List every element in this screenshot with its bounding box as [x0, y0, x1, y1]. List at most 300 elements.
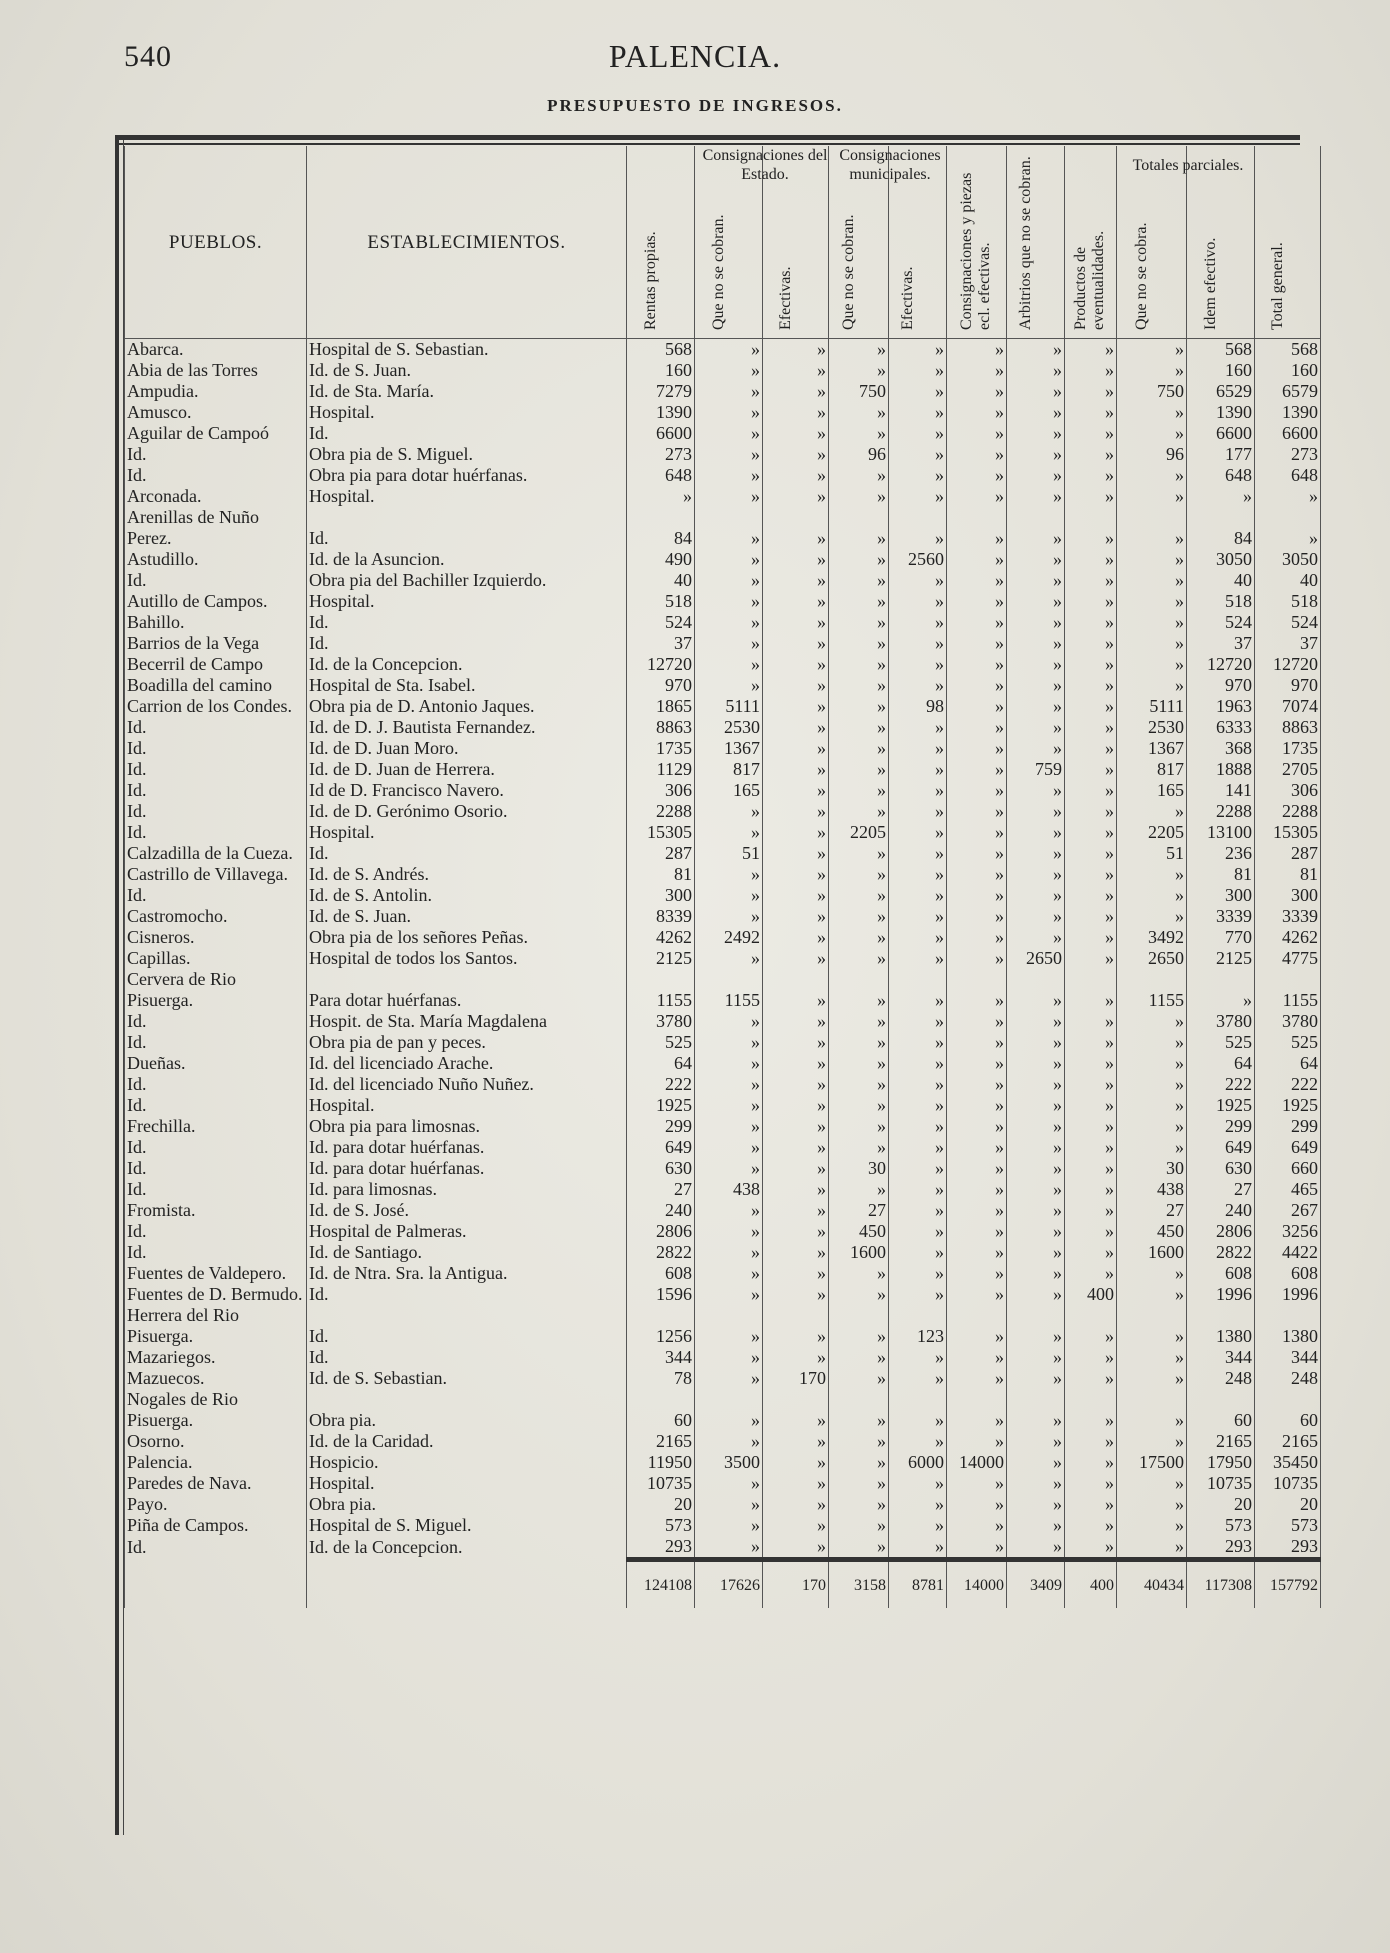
- table-row: [125, 1452, 1321, 1473]
- cell-value: »: [829, 1473, 889, 1494]
- cell-pueblo: Fuentes de Valdepero.: [125, 1263, 307, 1284]
- cell-value: »: [695, 906, 763, 927]
- cell-value: »: [1117, 339, 1187, 361]
- cell-value: »: [889, 948, 947, 969]
- cell-value: »: [763, 885, 829, 906]
- cell-pueblo: Osorno.: [125, 1431, 307, 1452]
- cell-value: 2822: [1187, 1242, 1255, 1263]
- cell-pueblo: Cisneros.: [125, 927, 307, 948]
- cell-value: »: [1117, 1389, 1187, 1431]
- cell-value: »: [829, 1263, 889, 1284]
- cell-value: 2205: [1117, 822, 1187, 843]
- cell-value: »: [947, 885, 1007, 906]
- cell-value: »: [695, 1305, 763, 1347]
- cell-value: 649: [1255, 1137, 1321, 1158]
- cell-pueblo: Palencia.: [125, 1452, 307, 1473]
- cell-value: »: [947, 549, 1007, 570]
- cell-value: »: [1065, 927, 1117, 948]
- cell-value: »: [1255, 486, 1321, 507]
- cell-value: »: [695, 1368, 763, 1389]
- cell-value: »: [627, 486, 695, 507]
- cell-value: »: [1007, 1032, 1065, 1053]
- cell-value: »: [947, 1515, 1007, 1536]
- cell-value: »: [829, 1452, 889, 1473]
- table-row: [125, 759, 1321, 780]
- cell-value: »: [1065, 969, 1117, 1011]
- cell-value: 1963: [1187, 696, 1255, 717]
- table-row: [125, 1179, 1321, 1200]
- cell-value: »: [1007, 1011, 1065, 1032]
- cell-value: »: [1065, 1158, 1117, 1179]
- table-row: [125, 801, 1321, 822]
- cell-establecimiento: Hospital.: [307, 486, 627, 507]
- cell-value: 525: [627, 1032, 695, 1053]
- cell-value: »: [1065, 906, 1117, 927]
- cell-value: »: [829, 612, 889, 633]
- table-row: [125, 675, 1321, 696]
- cell-pueblo: Astudillo.: [125, 549, 307, 570]
- cell-value: »: [1007, 927, 1065, 948]
- cell-value: »: [763, 1200, 829, 1221]
- cell-value: »: [763, 1179, 829, 1200]
- cell-value: 60: [1187, 1389, 1255, 1431]
- table-row: [125, 717, 1321, 738]
- cell-establecimiento: Hospital.: [307, 591, 627, 612]
- cell-value: »: [1007, 1116, 1065, 1137]
- cell-value: 630: [627, 1158, 695, 1179]
- cell-value: »: [695, 1221, 763, 1242]
- cell-value: »: [695, 654, 763, 675]
- cell-value: »: [1007, 969, 1065, 1011]
- cell-value: »: [763, 1053, 829, 1074]
- cell-value: »: [695, 591, 763, 612]
- cell-value: »: [829, 1515, 889, 1536]
- cell-value: »: [695, 1347, 763, 1368]
- cell-pueblo: Id.: [125, 570, 307, 591]
- total-cell: 3409: [1007, 1560, 1065, 1609]
- cell-value: »: [1007, 402, 1065, 423]
- cell-value: 81: [1255, 864, 1321, 885]
- cell-pueblo: Id.: [125, 759, 307, 780]
- cell-value: 970: [627, 675, 695, 696]
- cell-value: »: [889, 1389, 947, 1431]
- cell-pueblo: Id.: [125, 801, 307, 822]
- cell-pueblo: Fromista.: [125, 1200, 307, 1221]
- cell-value: »: [947, 1242, 1007, 1263]
- cell-value: 2806: [1187, 1221, 1255, 1242]
- table-row: [125, 1074, 1321, 1095]
- cell-establecimiento: Obra pia para dotar huérfanas.: [307, 465, 627, 486]
- cell-value: »: [695, 486, 763, 507]
- cell-value: 84: [1187, 507, 1255, 549]
- cell-establecimiento: Id. de la Asuncion.: [307, 549, 627, 570]
- cell-value: »: [1117, 423, 1187, 444]
- cell-value: »: [947, 801, 1007, 822]
- cell-value: »: [1065, 1347, 1117, 1368]
- cell-value: 300: [627, 885, 695, 906]
- cell-value: »: [889, 1116, 947, 1137]
- cell-value: »: [1065, 1431, 1117, 1452]
- cell-value: »: [763, 633, 829, 654]
- cell-value: »: [889, 1200, 947, 1221]
- col-header-consig-piezas: Consignaciones y piezas ecl. efectivas.: [947, 146, 1007, 339]
- cell-value: 240: [1187, 1200, 1255, 1221]
- cell-establecimiento: Id. de la Concepcion.: [307, 654, 627, 675]
- table-row: [125, 1536, 1321, 1560]
- cell-value: »: [1065, 1179, 1117, 1200]
- cell-value: »: [1117, 885, 1187, 906]
- cell-value: »: [1065, 486, 1117, 507]
- cell-establecimiento: Id. de D. Juan de Herrera.: [307, 759, 627, 780]
- cell-value: 817: [1117, 759, 1187, 780]
- cell-value: »: [1007, 360, 1065, 381]
- cell-pueblo: Id.: [125, 822, 307, 843]
- cell-value: 287: [627, 843, 695, 864]
- cell-value: »: [829, 843, 889, 864]
- cell-value: »: [829, 696, 889, 717]
- cell-value: 30: [829, 1158, 889, 1179]
- cell-pueblo: Abarca.: [125, 339, 307, 361]
- cell-pueblo: Cervera de Rio Pisuerga.: [125, 969, 307, 1011]
- table-row: [125, 402, 1321, 423]
- col-header-total: Total general.: [1255, 146, 1321, 339]
- cell-value: 438: [1117, 1179, 1187, 1200]
- cell-value: »: [1007, 1221, 1065, 1242]
- cell-establecimiento: Hospital de S. Sebastian.: [307, 339, 627, 361]
- group-header-estado: Consignaciones del Estado.: [702, 147, 828, 183]
- totals-row: [125, 1560, 1321, 1609]
- cell-pueblo: Arconada.: [125, 486, 307, 507]
- cell-value: »: [1117, 402, 1187, 423]
- cell-establecimiento: Hospital.: [307, 1095, 627, 1116]
- cell-establecimiento: Hospital de Palmeras.: [307, 1221, 627, 1242]
- cell-value: »: [1117, 1116, 1187, 1137]
- cell-value: 1155: [1117, 969, 1187, 1011]
- cell-value: »: [829, 801, 889, 822]
- cell-value: »: [947, 1305, 1007, 1347]
- total-cell: 14000: [947, 1560, 1007, 1609]
- cell-establecimiento: Obra pia de pan y peces.: [307, 1032, 627, 1053]
- cell-value: 306: [1255, 780, 1321, 801]
- page-title: PALENCIA.: [608, 38, 782, 74]
- cell-value: »: [889, 1032, 947, 1053]
- cell-value: »: [763, 444, 829, 465]
- cell-value: 2650: [1117, 948, 1187, 969]
- cell-value: »: [1007, 507, 1065, 549]
- cell-value: »: [763, 1242, 829, 1263]
- cell-value: »: [829, 570, 889, 591]
- cell-pueblo: Id.: [125, 1221, 307, 1242]
- cell-value: »: [763, 1032, 829, 1053]
- table-row: [125, 1053, 1321, 1074]
- cell-value: 2530: [695, 717, 763, 738]
- cell-value: »: [1007, 1200, 1065, 1221]
- table-row: [125, 339, 1321, 361]
- cell-establecimiento: Id. para dotar huérfanas.: [307, 1137, 627, 1158]
- cell-value: »: [763, 570, 829, 591]
- cell-pueblo: Dueñas.: [125, 1053, 307, 1074]
- cell-value: »: [695, 1473, 763, 1494]
- cell-value: 970: [1255, 675, 1321, 696]
- cell-value: 1925: [1255, 1095, 1321, 1116]
- cell-value: 2650: [1007, 948, 1065, 969]
- cell-value: »: [829, 969, 889, 1011]
- table-row: [125, 738, 1321, 759]
- cell-pueblo: Id.: [125, 738, 307, 759]
- col-header-establecimientos: ESTABLECIMIENTOS.: [307, 146, 627, 339]
- cell-value: »: [1065, 1368, 1117, 1389]
- cell-value: »: [695, 402, 763, 423]
- cell-value: »: [889, 906, 947, 927]
- total-cell: [125, 1560, 307, 1609]
- cell-value: »: [889, 1221, 947, 1242]
- table-row: [125, 1368, 1321, 1389]
- cell-value: 817: [695, 759, 763, 780]
- table-row: [125, 1200, 1321, 1221]
- cell-value: »: [695, 1200, 763, 1221]
- cell-value: »: [695, 423, 763, 444]
- cell-value: 518: [1255, 591, 1321, 612]
- cell-value: 524: [1187, 612, 1255, 633]
- cell-establecimiento: Obra pia de S. Miguel.: [307, 444, 627, 465]
- cell-value: »: [695, 801, 763, 822]
- cell-value: »: [947, 717, 1007, 738]
- cell-value: »: [829, 1494, 889, 1515]
- cell-value: »: [763, 969, 829, 1011]
- cell-value: »: [1065, 654, 1117, 675]
- cell-value: »: [889, 885, 947, 906]
- cell-value: 750: [1117, 381, 1187, 402]
- table-row: [125, 570, 1321, 591]
- cell-value: »: [763, 948, 829, 969]
- cell-value: »: [1117, 360, 1187, 381]
- cell-value: »: [947, 1179, 1007, 1200]
- cell-value: 608: [1255, 1263, 1321, 1284]
- cell-value: 3050: [1187, 549, 1255, 570]
- cell-value: 64: [627, 1053, 695, 1074]
- cell-value: 51: [695, 843, 763, 864]
- cell-value: »: [889, 843, 947, 864]
- total-cell: 8781: [889, 1560, 947, 1609]
- cell-value: »: [1065, 780, 1117, 801]
- cell-value: 1367: [695, 738, 763, 759]
- table-row: [125, 444, 1321, 465]
- cell-value: 84: [627, 507, 695, 549]
- cell-establecimiento: Obra pia.: [307, 1494, 627, 1515]
- table-row: [125, 486, 1321, 507]
- cell-value: »: [1117, 633, 1187, 654]
- cell-value: »: [1117, 1536, 1187, 1560]
- cell-value: 98: [889, 696, 947, 717]
- cell-value: »: [763, 465, 829, 486]
- cell-value: 568: [1255, 339, 1321, 361]
- cell-establecimiento: Id. de S. Juan.: [307, 360, 627, 381]
- cell-value: 1925: [1187, 1095, 1255, 1116]
- cell-value: 248: [1255, 1368, 1321, 1389]
- cell-pueblo: Mazariegos.: [125, 1347, 307, 1368]
- cell-value: 3339: [1255, 906, 1321, 927]
- cell-pueblo: Id.: [125, 444, 307, 465]
- table-row: [125, 1158, 1321, 1179]
- table-row: [125, 381, 1321, 402]
- cell-value: »: [695, 1032, 763, 1053]
- cell-value: »: [1117, 1515, 1187, 1536]
- cell-value: »: [829, 1053, 889, 1074]
- cell-value: »: [889, 1242, 947, 1263]
- cell-value: »: [763, 1347, 829, 1368]
- cell-value: »: [889, 1494, 947, 1515]
- cell-value: 518: [627, 591, 695, 612]
- cell-value: 1596: [627, 1284, 695, 1305]
- cell-value: 40: [1187, 570, 1255, 591]
- cell-value: 20: [1255, 1494, 1321, 1515]
- cell-value: »: [1065, 1494, 1117, 1515]
- cell-value: »: [1065, 1389, 1117, 1431]
- cell-value: 649: [627, 1137, 695, 1158]
- cell-value: 1735: [627, 738, 695, 759]
- cell-value: »: [829, 1011, 889, 1032]
- cell-value: »: [889, 738, 947, 759]
- cell-pueblo: Aguilar de Campoó: [125, 423, 307, 444]
- cell-value: 368: [1187, 738, 1255, 759]
- cell-value: 400: [1065, 1284, 1117, 1305]
- cell-value: »: [1117, 1473, 1187, 1494]
- cell-establecimiento: Id.: [307, 1305, 627, 1347]
- cell-value: »: [947, 927, 1007, 948]
- cell-value: 450: [1117, 1221, 1187, 1242]
- cell-value: »: [763, 1158, 829, 1179]
- cell-value: 1600: [1117, 1242, 1187, 1263]
- cell-value: »: [763, 780, 829, 801]
- cell-value: »: [763, 927, 829, 948]
- cell-value: 2492: [695, 927, 763, 948]
- cell-value: »: [1007, 885, 1065, 906]
- cell-value: »: [1065, 822, 1117, 843]
- cell-value: 3780: [1187, 1011, 1255, 1032]
- cell-pueblo: Id.: [125, 885, 307, 906]
- cell-value: »: [829, 1368, 889, 1389]
- cell-value: »: [1065, 717, 1117, 738]
- cell-value: »: [1007, 570, 1065, 591]
- cell-value: »: [1117, 507, 1187, 549]
- col-header-rentas: Rentas propias.: [627, 146, 695, 339]
- cell-value: 2165: [1187, 1431, 1255, 1452]
- cell-pueblo: Boadilla del camino: [125, 675, 307, 696]
- cell-value: »: [947, 1137, 1007, 1158]
- cell-value: »: [1065, 1452, 1117, 1473]
- cell-value: »: [889, 1368, 947, 1389]
- col-header-productos: Productos de eventualidades.: [1065, 146, 1117, 339]
- cell-value: 14000: [947, 1452, 1007, 1473]
- cell-pueblo: Payo.: [125, 1494, 307, 1515]
- left-frame-rule: [115, 140, 119, 1835]
- cell-value: 2288: [627, 801, 695, 822]
- table-row: [125, 1221, 1321, 1242]
- cell-value: »: [1007, 486, 1065, 507]
- cell-value: 524: [1255, 612, 1321, 633]
- cell-value: 5111: [695, 696, 763, 717]
- cell-value: »: [1117, 1095, 1187, 1116]
- cell-value: »: [695, 1536, 763, 1560]
- cell-value: 1996: [1255, 1284, 1321, 1305]
- cell-value: 2705: [1255, 759, 1321, 780]
- table-row: [125, 1389, 1321, 1431]
- cell-value: »: [1117, 591, 1187, 612]
- cell-value: »: [763, 1515, 829, 1536]
- cell-value: »: [1117, 675, 1187, 696]
- cell-value: 344: [1255, 1347, 1321, 1368]
- cell-value: 573: [627, 1515, 695, 1536]
- cell-value: 12720: [1187, 654, 1255, 675]
- cell-value: 573: [1187, 1515, 1255, 1536]
- cell-value: »: [889, 507, 947, 549]
- cell-pueblo: Arenillas de Nuño Perez.: [125, 507, 307, 549]
- cell-value: 568: [1187, 339, 1255, 361]
- cell-value: »: [829, 906, 889, 927]
- cell-value: »: [1065, 465, 1117, 486]
- cell-value: »: [695, 1263, 763, 1284]
- cell-value: 160: [1187, 360, 1255, 381]
- cell-value: »: [947, 1032, 1007, 1053]
- cell-value: »: [947, 1116, 1007, 1137]
- cell-value: 1390: [1187, 402, 1255, 423]
- cell-pueblo: Capillas.: [125, 948, 307, 969]
- cell-value: 490: [627, 549, 695, 570]
- cell-establecimiento: Id. de D. Juan Moro.: [307, 738, 627, 759]
- cell-value: »: [1065, 633, 1117, 654]
- cell-value: 1390: [1255, 402, 1321, 423]
- cell-value: »: [1117, 1347, 1187, 1368]
- cell-value: »: [947, 738, 1007, 759]
- cell-value: »: [889, 612, 947, 633]
- cell-value: »: [889, 1473, 947, 1494]
- cell-value: »: [947, 1200, 1007, 1221]
- cell-establecimiento: Id.: [307, 1284, 627, 1305]
- cell-value: 160: [627, 360, 695, 381]
- cell-value: 12720: [627, 654, 695, 675]
- cell-value: 299: [1187, 1116, 1255, 1137]
- cell-value: 770: [1187, 927, 1255, 948]
- cell-value: »: [763, 822, 829, 843]
- total-cell: 40434: [1117, 1560, 1187, 1609]
- cell-value: 1380: [1255, 1305, 1321, 1347]
- cell-establecimiento: Hospit. de Sta. María Magdalena: [307, 1011, 627, 1032]
- cell-value: »: [1007, 1305, 1065, 1347]
- cell-value: »: [947, 822, 1007, 843]
- cell-value: »: [889, 864, 947, 885]
- cell-value: »: [1007, 1494, 1065, 1515]
- cell-pueblo: Nogales de Rio Pisuerga.: [125, 1389, 307, 1431]
- cell-value: 6600: [627, 423, 695, 444]
- cell-pueblo: Id.: [125, 1536, 307, 1560]
- cell-pueblo: Piña de Campos.: [125, 1515, 307, 1536]
- col-header-tot-ef: Idem efectivo.: [1187, 146, 1255, 339]
- cell-value: »: [695, 360, 763, 381]
- cell-value: »: [889, 801, 947, 822]
- cell-value: »: [947, 948, 1007, 969]
- cell-value: »: [1187, 969, 1255, 1011]
- cell-establecimiento: Id. de D. Gerónimo Osorio.: [307, 801, 627, 822]
- cell-value: 649: [1187, 1137, 1255, 1158]
- cell-value: 30: [1117, 1158, 1187, 1179]
- col-header-estado-ef: Efectivas.: [763, 146, 829, 339]
- cell-value: 293: [1187, 1536, 1255, 1560]
- table-row: [125, 696, 1321, 717]
- cell-pueblo: Castrillo de Villavega.: [125, 864, 307, 885]
- cell-value: 1155: [1255, 969, 1321, 1011]
- cell-value: 3050: [1255, 549, 1321, 570]
- table-row: [125, 1011, 1321, 1032]
